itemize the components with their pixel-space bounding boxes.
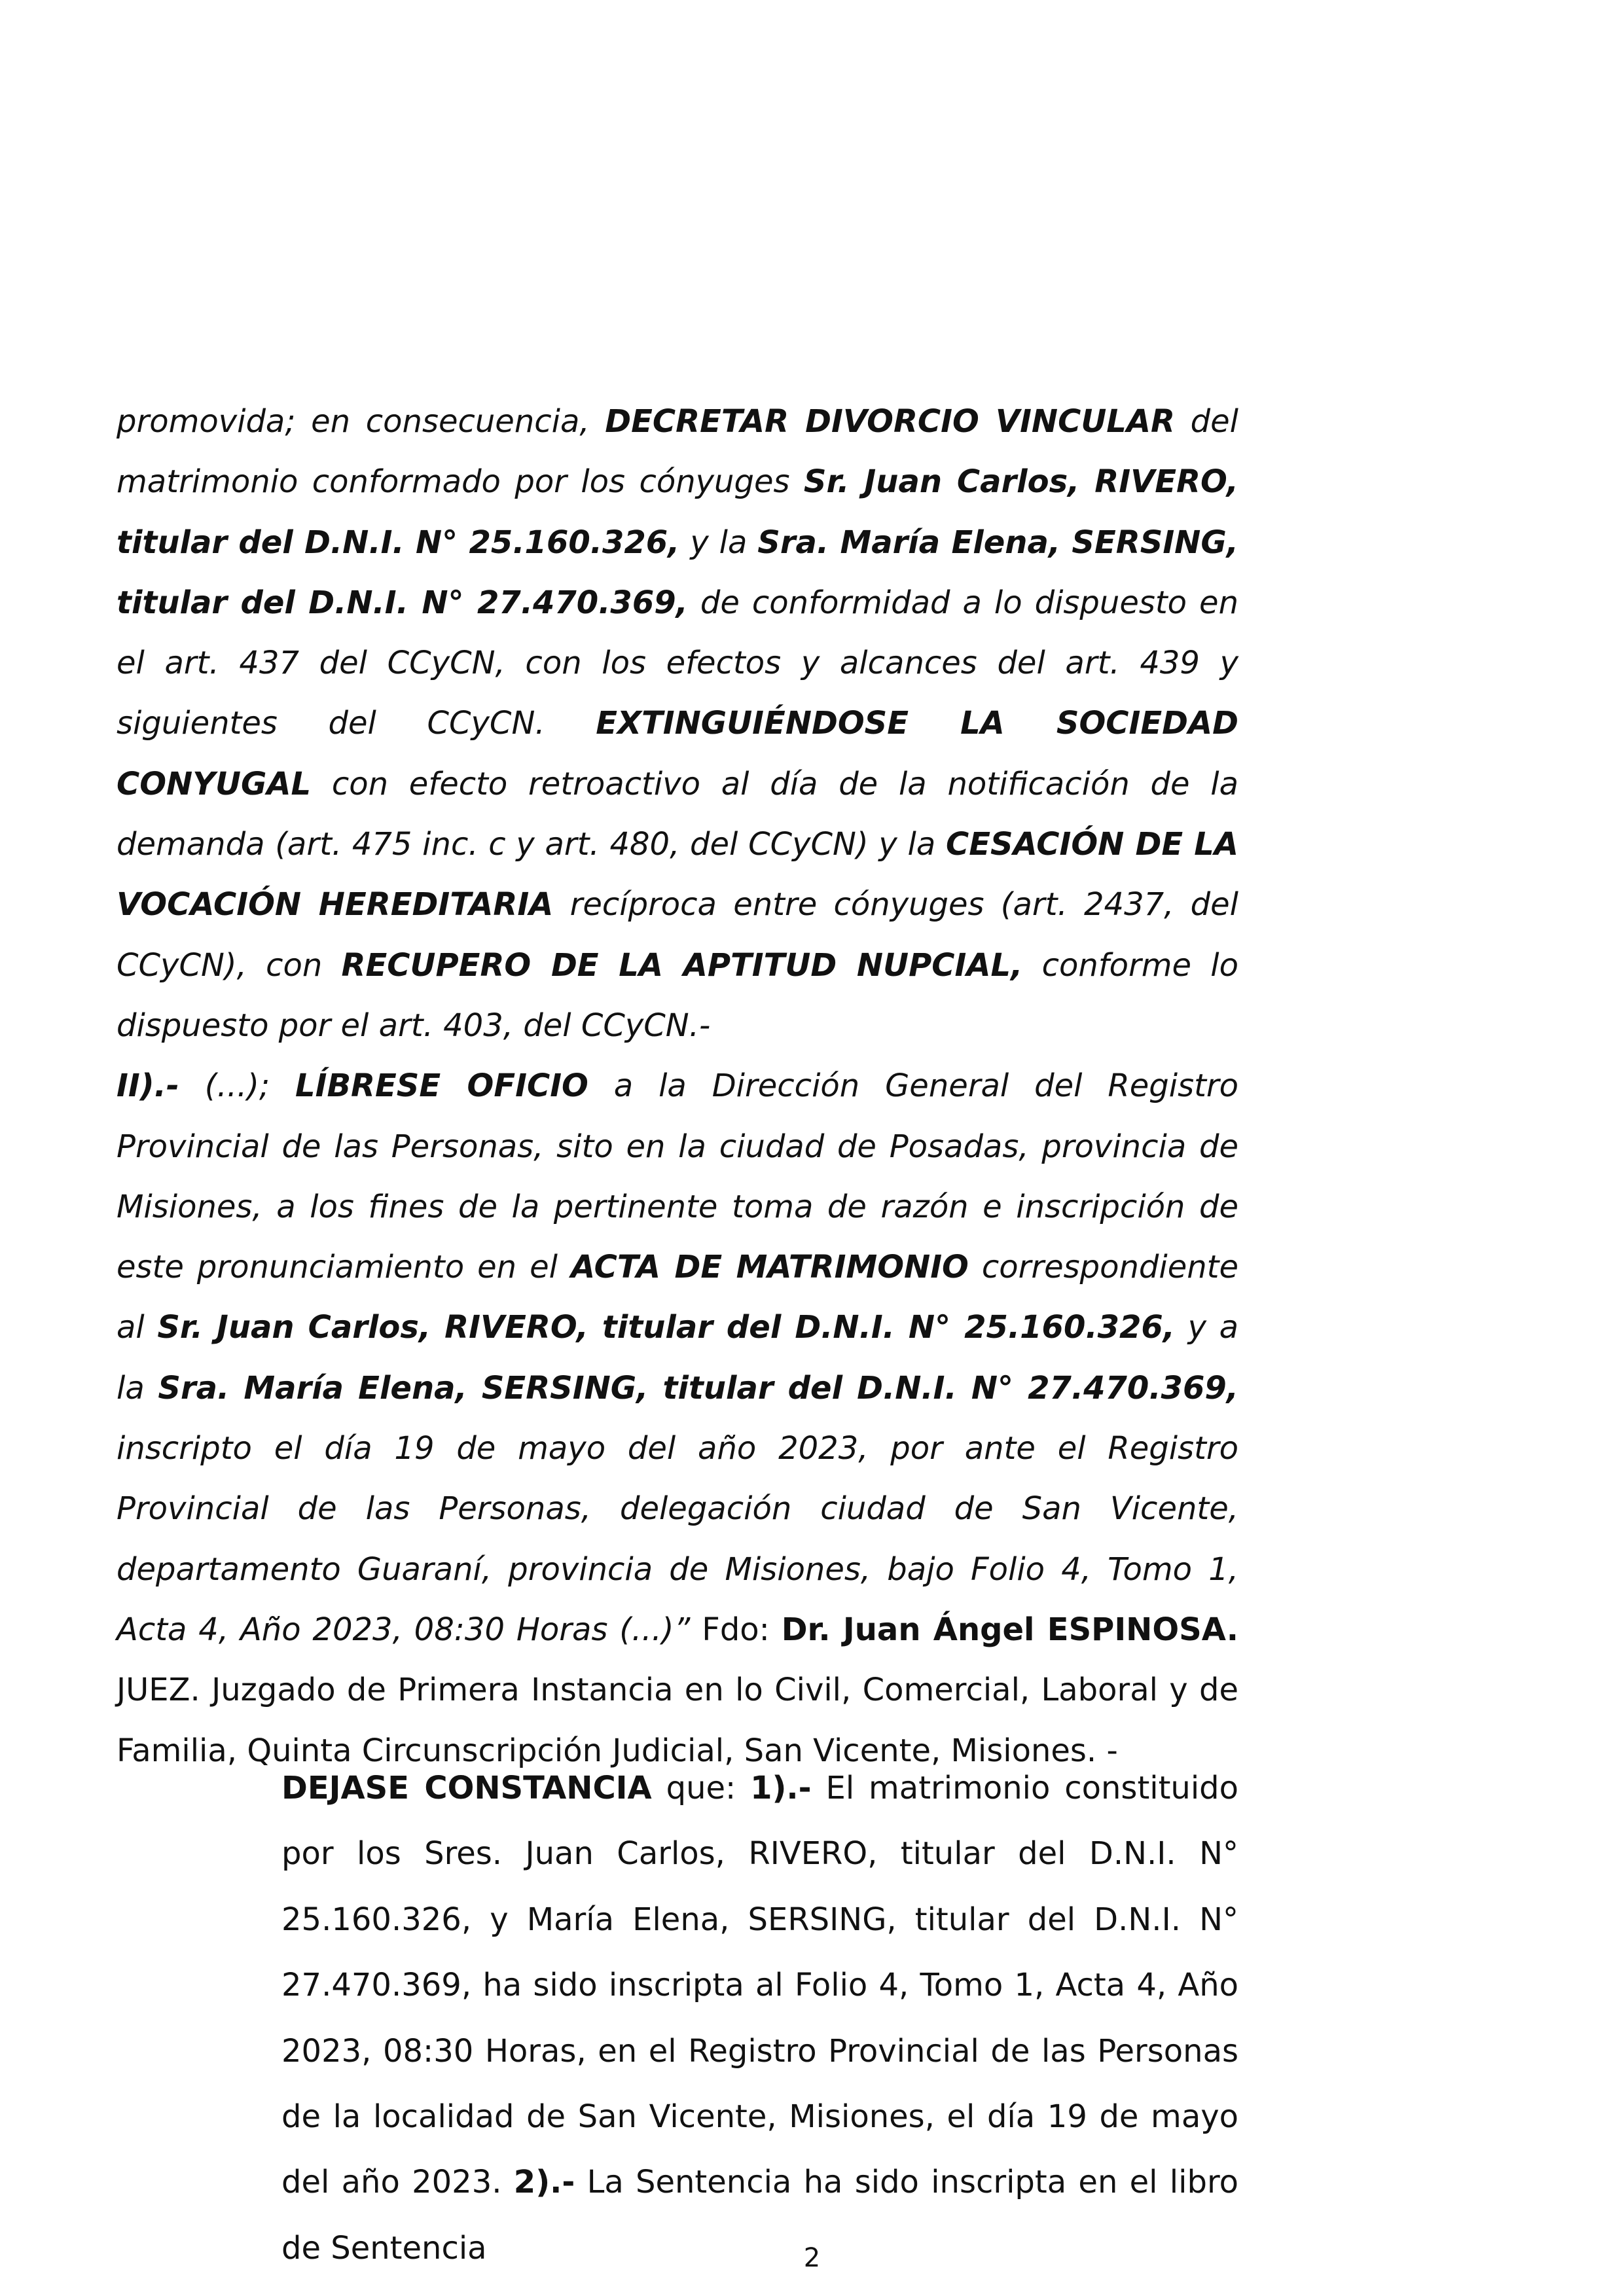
- bold-run: Sra. María Elena, SERSING, titular del D.N.I. N° 27.470.369,: [158, 1369, 1238, 1407]
- text-run: con efecto retroactivo al día de la notificación de la demanda (art. 475 inc. c y art. 480, del CCyCN) y la: [117, 765, 1238, 863]
- text-run: recíproca entre cónyuges (art. 2437, del CCyCN), con: [117, 886, 1238, 984]
- text-run: a la Dirección General del Registro Provincial de las Personas, sito en la ciudad de Posadas, provincia de Misiones, a los fines de la pertinente toma de razón e inscripción de este pronunciamiento en el: [117, 1067, 1238, 1286]
- bold-run: 1).-: [750, 1770, 812, 1806]
- constancia-paragraph: [117, 1755, 1238, 2281]
- bold-run: Sr. Juan Carlos, RIVERO, titular del D.N.I. N° 25.160.326,: [157, 1309, 1176, 1346]
- text-run: que:: [651, 1770, 751, 1806]
- bold-run: DECRETAR DIVORCIO VINCULAR: [605, 403, 1175, 440]
- bold-run: ACTA DE MATRIMONIO: [570, 1249, 969, 1286]
- bold-run: LÍBRESE OFICIO: [295, 1067, 588, 1105]
- text-run: (...);: [179, 1067, 296, 1105]
- text-run: inscripto el día 19 de mayo del año 2023, por ante el Registro Provincial de las Personas, delegación ciudad de San Vicente, departamento Guaraní, provincia de Misiones, bajo Folio 4, Tomo 1, Acta 4, Año 2023, 08:30 Horas (...)”: [117, 1430, 1238, 1648]
- text-run: del matrimonio conformado por los cónyuges: [117, 403, 1238, 501]
- bold-run: CESACIÓN DE LA VOCACIÓN HEREDITARIA: [117, 826, 1239, 924]
- text-run: y a la: [117, 1309, 1238, 1407]
- page-number: 2: [803, 2243, 821, 2273]
- text-run: correspondiente al: [117, 1249, 1238, 1346]
- text-run: promovida; en consecuencia,: [117, 403, 605, 440]
- bold-run: DEJASE CONSTANCIA: [281, 1770, 652, 1806]
- constancia-text: [117, 1755, 1238, 2281]
- text-run: El matrimonio constituido por los Sres. Juan Carlos, RIVERO, titular del D.N.I. N° 25.160.326, y María Elena, SERSING, titular del D.N.I. N° 27.470.369, ha sido inscripta al Folio 4, Tomo 1, Acta 4, Año 2023, 08:30 Horas, en el Registro Provincial de las Personas de la localidad de San Vicente, Misiones, el día 19 de mayo del año 2023.: [281, 1770, 1239, 2201]
- resolutive-text: [117, 391, 1238, 1781]
- bold-run: 2).-: [513, 2164, 575, 2201]
- text-run: y la: [679, 524, 758, 561]
- text-run: Fdo:: [690, 1611, 782, 1648]
- bold-run: Sra. María Elena, SERSING, titular del D.N.I. N° 27.470.369,: [117, 524, 1238, 621]
- bold-run: Sr. Juan Carlos, RIVERO, titular del D.N.I. N° 25.160.326,: [117, 463, 1238, 561]
- text-run: La Sentencia ha sido inscripta en el libro de Sentencia: [281, 2164, 1238, 2267]
- bold-run: RECUPERO DE LA APTITUD NUPCIAL,: [341, 946, 1023, 984]
- text-run: JUEZ. Juzgado de Primera Instancia en lo Civil, Comercial, Laboral y de Familia, Quinta Circunscripción Judicial, San Vicente, Misiones. -: [117, 1672, 1238, 1769]
- resolutive-paragraph: [117, 391, 1238, 1781]
- bold-run: II).-: [117, 1067, 179, 1105]
- judge-signature: Dr. Juan Ángel ESPINOSA.: [781, 1611, 1238, 1648]
- text-run: de conformidad a lo dispuesto en el art. 437 del CCyCN, con los efectos y alcances del art. 439 y siguientes del CCyCN.: [117, 584, 1238, 742]
- text-run: conforme lo dispuesto por el art. 403, del CCyCN.-: [117, 946, 1238, 1044]
- bold-run: EXTINGUIÉNDOSE LA SOCIEDAD CONYUGAL: [117, 705, 1238, 802]
